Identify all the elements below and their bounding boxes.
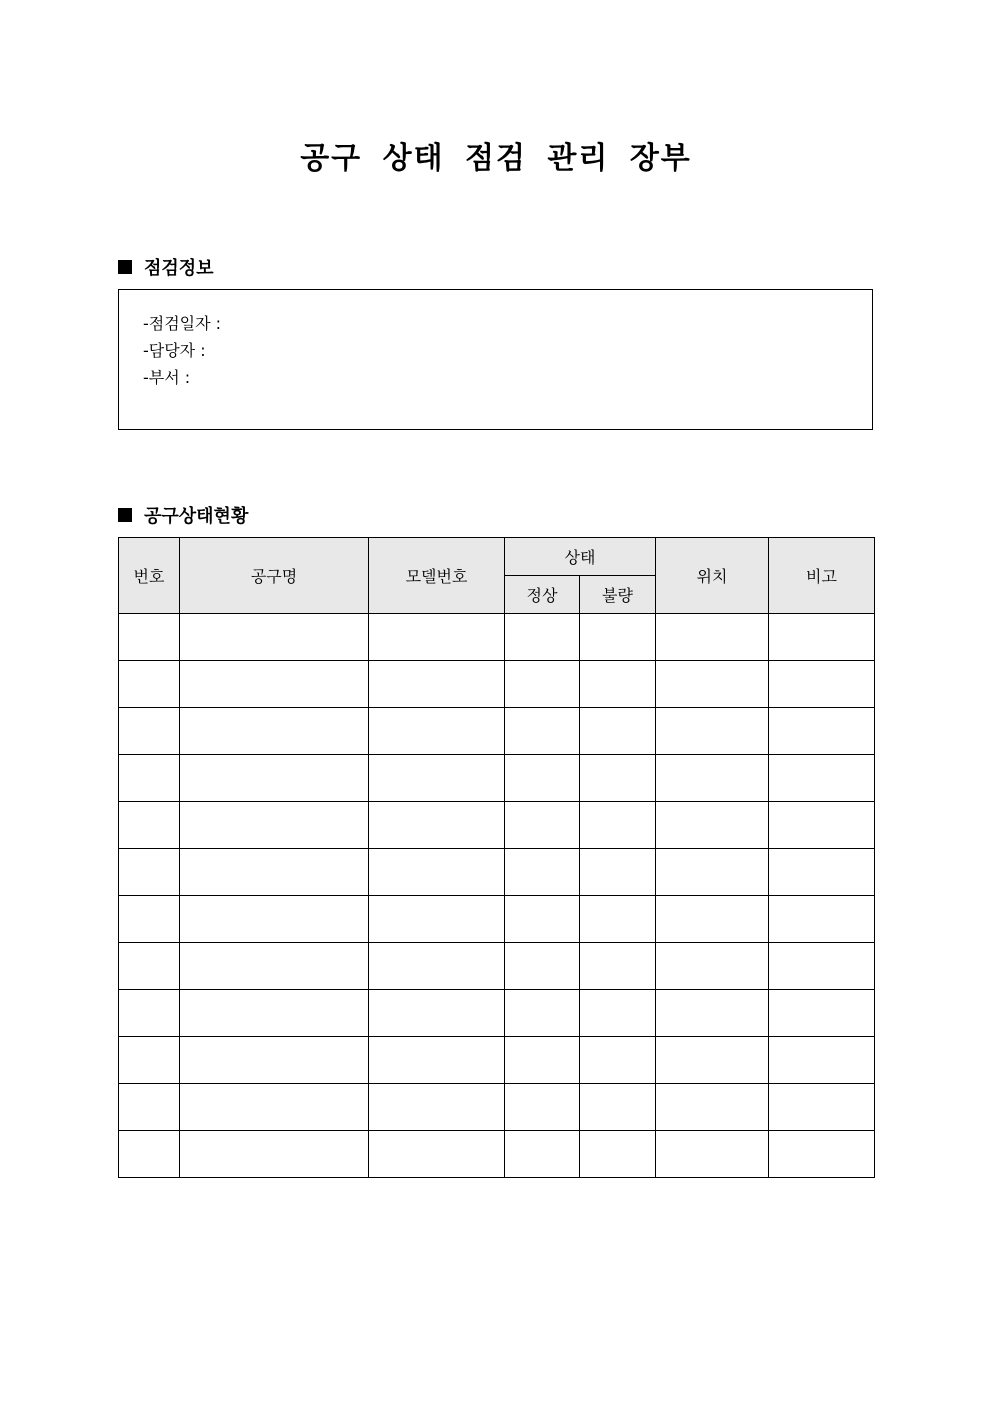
- cell-remarks[interactable]: [769, 1084, 875, 1131]
- table-row: [119, 661, 875, 708]
- cell-tool-name[interactable]: [180, 849, 369, 896]
- cell-number[interactable]: [119, 990, 180, 1037]
- section-heading-label: 점검정보: [144, 258, 214, 279]
- cell-location[interactable]: [656, 896, 769, 943]
- cell-location[interactable]: [656, 849, 769, 896]
- cell-model-number[interactable]: [369, 708, 505, 755]
- table-row: [119, 849, 875, 896]
- cell-status-normal[interactable]: [505, 1037, 580, 1084]
- cell-status-defective[interactable]: [580, 1084, 656, 1131]
- square-bullet-icon: [118, 260, 132, 274]
- cell-model-number[interactable]: [369, 755, 505, 802]
- cell-number[interactable]: [119, 849, 180, 896]
- cell-model-number[interactable]: [369, 990, 505, 1037]
- col-header-status-normal: 정상: [505, 576, 580, 614]
- tool-status-table: [118, 537, 875, 1178]
- cell-remarks[interactable]: [769, 1131, 875, 1178]
- cell-location[interactable]: [656, 1037, 769, 1084]
- table-row: [119, 708, 875, 755]
- table-row: [119, 802, 875, 849]
- table-row: [119, 943, 875, 990]
- section-heading-tool-status: [118, 502, 248, 528]
- cell-status-normal[interactable]: [505, 614, 580, 661]
- cell-number[interactable]: [119, 661, 180, 708]
- cell-location[interactable]: [656, 802, 769, 849]
- cell-remarks[interactable]: [769, 614, 875, 661]
- cell-number[interactable]: [119, 1131, 180, 1178]
- cell-location[interactable]: [656, 614, 769, 661]
- cell-tool-name[interactable]: [180, 755, 369, 802]
- cell-model-number[interactable]: [369, 896, 505, 943]
- cell-tool-name[interactable]: [180, 802, 369, 849]
- section-heading-inspection-info: [118, 254, 214, 280]
- cell-tool-name[interactable]: [180, 990, 369, 1037]
- cell-location[interactable]: [656, 1131, 769, 1178]
- col-header-status-defective: 불량: [580, 576, 656, 614]
- table-row: [119, 1131, 875, 1178]
- cell-remarks[interactable]: [769, 990, 875, 1037]
- cell-remarks[interactable]: [769, 896, 875, 943]
- cell-status-defective[interactable]: [580, 614, 656, 661]
- cell-status-normal[interactable]: [505, 943, 580, 990]
- cell-status-defective[interactable]: [580, 755, 656, 802]
- cell-status-normal[interactable]: [505, 896, 580, 943]
- cell-location[interactable]: [656, 943, 769, 990]
- cell-number[interactable]: [119, 1037, 180, 1084]
- table-row: [119, 755, 875, 802]
- col-header-location: 위치: [656, 538, 769, 614]
- cell-status-normal[interactable]: [505, 708, 580, 755]
- cell-model-number[interactable]: [369, 943, 505, 990]
- cell-location[interactable]: [656, 661, 769, 708]
- cell-number[interactable]: [119, 708, 180, 755]
- cell-status-normal[interactable]: [505, 990, 580, 1037]
- cell-remarks[interactable]: [769, 661, 875, 708]
- cell-remarks[interactable]: [769, 755, 875, 802]
- cell-status-defective[interactable]: [580, 1037, 656, 1084]
- cell-remarks[interactable]: [769, 708, 875, 755]
- col-header-tool-name: 공구명: [180, 538, 369, 614]
- cell-model-number[interactable]: [369, 802, 505, 849]
- cell-status-defective[interactable]: [580, 661, 656, 708]
- cell-number[interactable]: [119, 943, 180, 990]
- cell-model-number[interactable]: [369, 1084, 505, 1131]
- cell-model-number[interactable]: [369, 1037, 505, 1084]
- table-row: [119, 896, 875, 943]
- field-department[interactable]: -부서 :: [143, 368, 191, 387]
- table-row: [119, 1084, 875, 1131]
- square-bullet-icon: [118, 508, 132, 522]
- field-person-in-charge[interactable]: -담당자 :: [143, 341, 206, 360]
- col-header-remarks: 비고: [769, 538, 875, 614]
- cell-model-number[interactable]: [369, 614, 505, 661]
- cell-tool-name[interactable]: [180, 1037, 369, 1084]
- cell-remarks[interactable]: [769, 943, 875, 990]
- cell-number[interactable]: [119, 1084, 180, 1131]
- field-inspection-date[interactable]: -점검일자 :: [143, 314, 222, 333]
- cell-status-defective[interactable]: [580, 1131, 656, 1178]
- cell-status-defective[interactable]: [580, 849, 656, 896]
- cell-model-number[interactable]: [369, 661, 505, 708]
- cell-number[interactable]: [119, 755, 180, 802]
- cell-number[interactable]: [119, 614, 180, 661]
- cell-remarks[interactable]: [769, 1037, 875, 1084]
- table-row: [119, 614, 875, 661]
- cell-status-defective[interactable]: [580, 896, 656, 943]
- cell-status-defective[interactable]: [580, 708, 656, 755]
- cell-tool-name[interactable]: [180, 661, 369, 708]
- inspection-info-box: [118, 289, 873, 430]
- col-header-number: 번호: [119, 538, 180, 614]
- cell-remarks[interactable]: [769, 849, 875, 896]
- cell-location[interactable]: [656, 990, 769, 1037]
- section-heading-label: 공구상태현황: [144, 506, 249, 527]
- cell-status-defective[interactable]: [580, 802, 656, 849]
- table-row: [119, 1037, 875, 1084]
- table-row: [119, 990, 875, 1037]
- cell-status-defective[interactable]: [580, 990, 656, 1037]
- cell-tool-name[interactable]: [180, 1131, 369, 1178]
- cell-status-normal[interactable]: [505, 755, 580, 802]
- cell-status-normal[interactable]: [505, 661, 580, 708]
- document-title: 공구 상태 점검 관리 장부: [300, 141, 692, 176]
- cell-status-normal[interactable]: [505, 1131, 580, 1178]
- cell-number[interactable]: [119, 896, 180, 943]
- col-header-model-number: 모델번호: [369, 538, 505, 614]
- cell-location[interactable]: [656, 708, 769, 755]
- cell-model-number[interactable]: [369, 1131, 505, 1178]
- cell-location[interactable]: [656, 755, 769, 802]
- col-header-status: 상태: [505, 538, 656, 576]
- cell-remarks[interactable]: [769, 802, 875, 849]
- cell-model-number[interactable]: [369, 849, 505, 896]
- cell-tool-name[interactable]: [180, 614, 369, 661]
- cell-tool-name[interactable]: [180, 943, 369, 990]
- cell-number[interactable]: [119, 802, 180, 849]
- cell-tool-name[interactable]: [180, 1084, 369, 1131]
- cell-tool-name[interactable]: [180, 708, 369, 755]
- cell-location[interactable]: [656, 1084, 769, 1131]
- cell-status-normal[interactable]: [505, 849, 580, 896]
- cell-status-normal[interactable]: [505, 802, 580, 849]
- cell-tool-name[interactable]: [180, 896, 369, 943]
- cell-status-normal[interactable]: [505, 1084, 580, 1131]
- cell-status-defective[interactable]: [580, 943, 656, 990]
